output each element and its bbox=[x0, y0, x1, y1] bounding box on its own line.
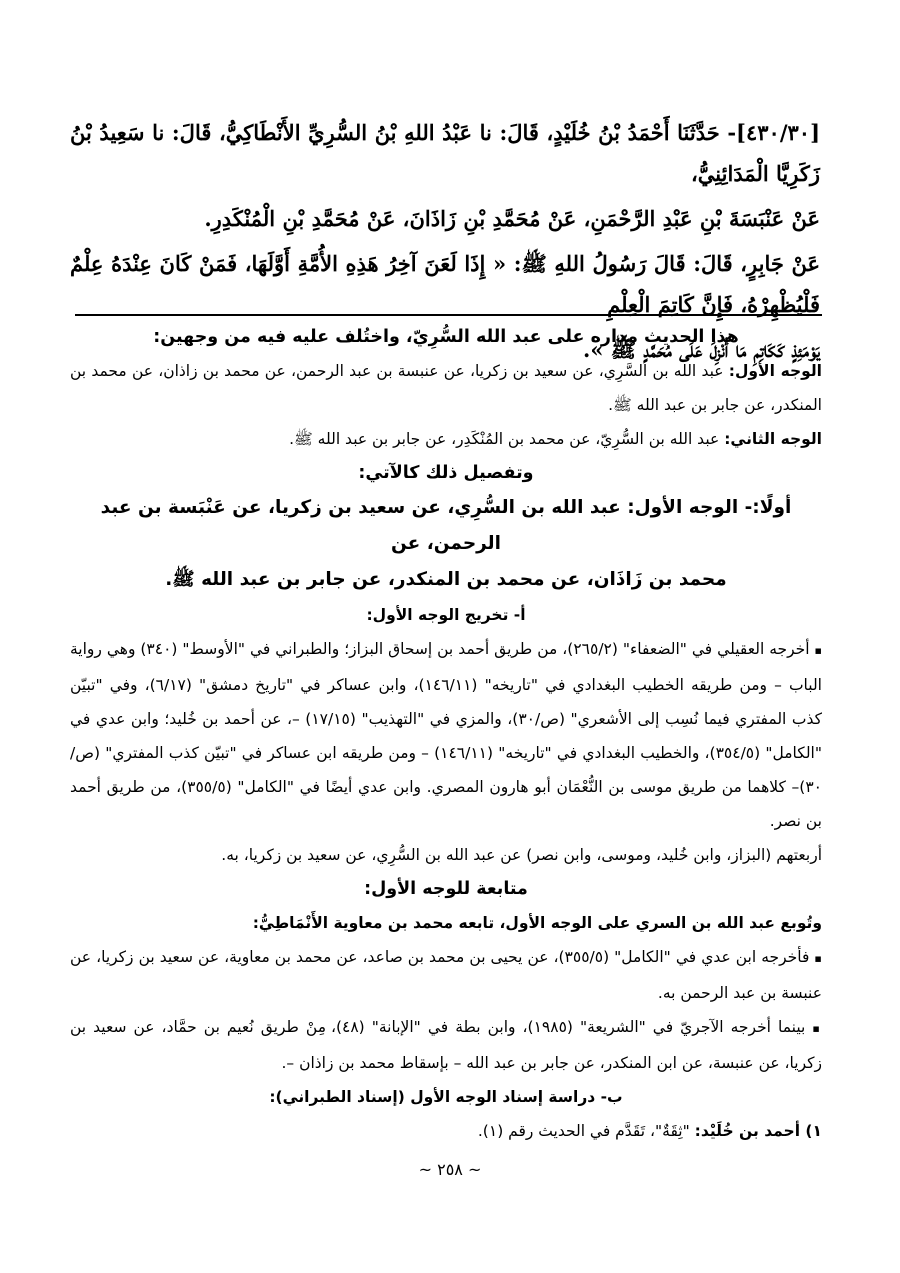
hadith-line-1: [٤٣٠/٣٠]- حَدَّثَنَا أَحْمَدُ بْنُ خُلَيْدٍ، قَالَ: نا عَبْدُ اللهِ بْنُ السُّرِيِّ الأَنْطَاكِيُّ، قَالَ: نا سَعِيدُ بْنُ زَكَرِيَّا الْمَدَائِنِيُّ، bbox=[70, 120, 820, 186]
mutaba-title: متابعة للوجه الأول: bbox=[364, 879, 528, 899]
mutaba-text-1: فأخرجه ابن عدي في "الكامل" (٣٥٥/٥)، عن يحيى بن محمد بن صاعد، عن محمد بن معاوية، عن سعيد بن زكريا، عن عنبسة بن عبد الرحمن به. bbox=[70, 948, 822, 1002]
takhrij-paragraph bbox=[70, 632, 822, 838]
wajh-1 bbox=[70, 354, 822, 422]
dirasa-title: ب- دراسة إسناد الوجه الأول (إسناد الطبراني): bbox=[269, 1088, 623, 1106]
mutaba-paragraph-1 bbox=[70, 940, 822, 1010]
first-wajh-heading-1: أولًا:- الوجه الأول: عبد الله بن السُّرِي، عن سعيد بن زكريا، عن عَنْبَسة بن عبد الرحمن، عن bbox=[100, 497, 792, 554]
four-narrators: أربعتهم (البزاز، وابن خُليد، وموسى، وابن نصر) عن عبد الله بن السُّرِي، عن سعيد بن زكريا، به. bbox=[221, 846, 822, 864]
hadith-line-2: عَنْ عَنْبَسَةَ بْنِ عَبْدِ الرَّحْمَنِ، عَنْ مُحَمَّدِ بْنِ زَاذَانَ، عَنْ مُحَمَّدِ بْنِ الْمُنْكَدِرِ. bbox=[204, 206, 820, 231]
mutaba-text-2: بينما أخرجه الآجريّ في "الشريعة" (١٩٨٥)، وابن بطة في "الإبانة" (٤٨)، مِنْ طريق نُعيم بن حمَّاد، عن سعيد بن زكريا، عن عنبسة، عن ابن المنكدر، عن جابر بن عبد الله – بإسقاط محمد بن زاذان –. bbox=[70, 1018, 822, 1072]
separator-line bbox=[75, 314, 822, 316]
wajh-1-text: عبد الله بن السَّرِي، عن سعيد بن زكريا، عن عنبسة بن عبد الرحمن، عن محمد بن زاذان، عن محمد بن المنكدر، عن جابر بن عبد الله ﷺ. bbox=[70, 362, 822, 414]
narrator-1-label: ١) أحمد بن خُلَيْد: bbox=[694, 1122, 822, 1140]
narrator-1-text: "ثِقَةٌ"، تَقَدَّم في الحديث رقم (١). bbox=[477, 1122, 690, 1140]
first-wajh-heading-2: محمد بن زَاذَان، عن محمد بن المنكدر، عن جابر بن عبد الله ﷺ. bbox=[165, 569, 727, 590]
takhrij-title: أ- تخريج الوجه الأول: bbox=[366, 606, 526, 624]
study-section bbox=[70, 320, 822, 1148]
mutaba-subtitle: وتُوبع عبد الله بن السري على الوجه الأول، تابعه محمد بن معاوية الأَنْمَاطِيُّ: bbox=[252, 914, 822, 932]
narrator-item-1 bbox=[70, 1114, 822, 1148]
wajh-2 bbox=[70, 422, 822, 456]
wajh-2-label: الوجه الثاني: bbox=[724, 430, 822, 448]
bullet-icon: ▪ bbox=[812, 1022, 822, 1035]
mutaba-paragraph-2 bbox=[70, 1010, 822, 1080]
bullet-icon: ▪ bbox=[814, 644, 822, 657]
details-heading: وتفصيل ذلك كالآتي: bbox=[358, 463, 534, 483]
page-number: ~ ٢٥٨ ~ bbox=[418, 1160, 482, 1179]
wajh-1-label: الوجه الأول: bbox=[728, 362, 822, 380]
hadith-line-3: عَنْ جَابِرٍ، قَالَ: قَالَ رَسُولُ اللهِ ﷺ: « إِذَا لَعَنَ آخِرُ هَذِهِ الأُمَّةِ أَوَّلَهَا، فَمَنْ كَانَ عِنْدَهُ عِلْمٌ فَلْيُظْهِرْهُ، فَإِنَّ كَاتِمَ الْعِلْمِ bbox=[70, 251, 820, 317]
hadith-line-4: يَوْمَئِذٍ كَكَاتِمِ مَا أُنْزِلَ عَلَى مُحَمَّدٍ ﷺ ». bbox=[583, 337, 820, 362]
wajh-2-text: عبد الله بن السُّرِيّ، عن محمد بن المُنْكَدِر، عن جابر بن عبد الله ﷺ. bbox=[289, 430, 720, 448]
takhrij-text: أخرجه العقيلي في "الضعفاء" (٢٦٥/٢)، من طريق أحمد بن إسحاق البزاز؛ والطبراني في "الأوسط" (٣٤٠) وهي رواية الباب – ومن طريقه الخطيب البغدادي في "تاريخه" (١٤٦/١١)، وابن عساكر في "تاريخ دمشق" (٦/١٧)، وفي "تبيّن كذب المفتري فيما نُسِب إلى الأشعري" (ص/٣٠)، والمزي في "التهذيب" (١٧/١٥) –، عن أحمد بن خُليد؛ وابن عدي في "الكامل" (٣٥٤/٥)، والخطيب البغدادي في "تاريخه" (١٤٦/١١) – ومن طريقه ابن عساكر في "تبيّن كذب المفتري" (ص/٣٠)– كلاهما من طريق موسى بن النُّعْمَان أبو هارون المصري. وابن عدي أيضًا في "الكامل" (٣٥٥/٥)، من طريق أحمد بن نصر. bbox=[70, 640, 822, 830]
bullet-icon: ▪ bbox=[814, 952, 822, 965]
study-heading: هذا الحديث مداره على عبد الله السُّرِيّ، واختُلف عليه فيه من وجهين: bbox=[153, 327, 739, 347]
